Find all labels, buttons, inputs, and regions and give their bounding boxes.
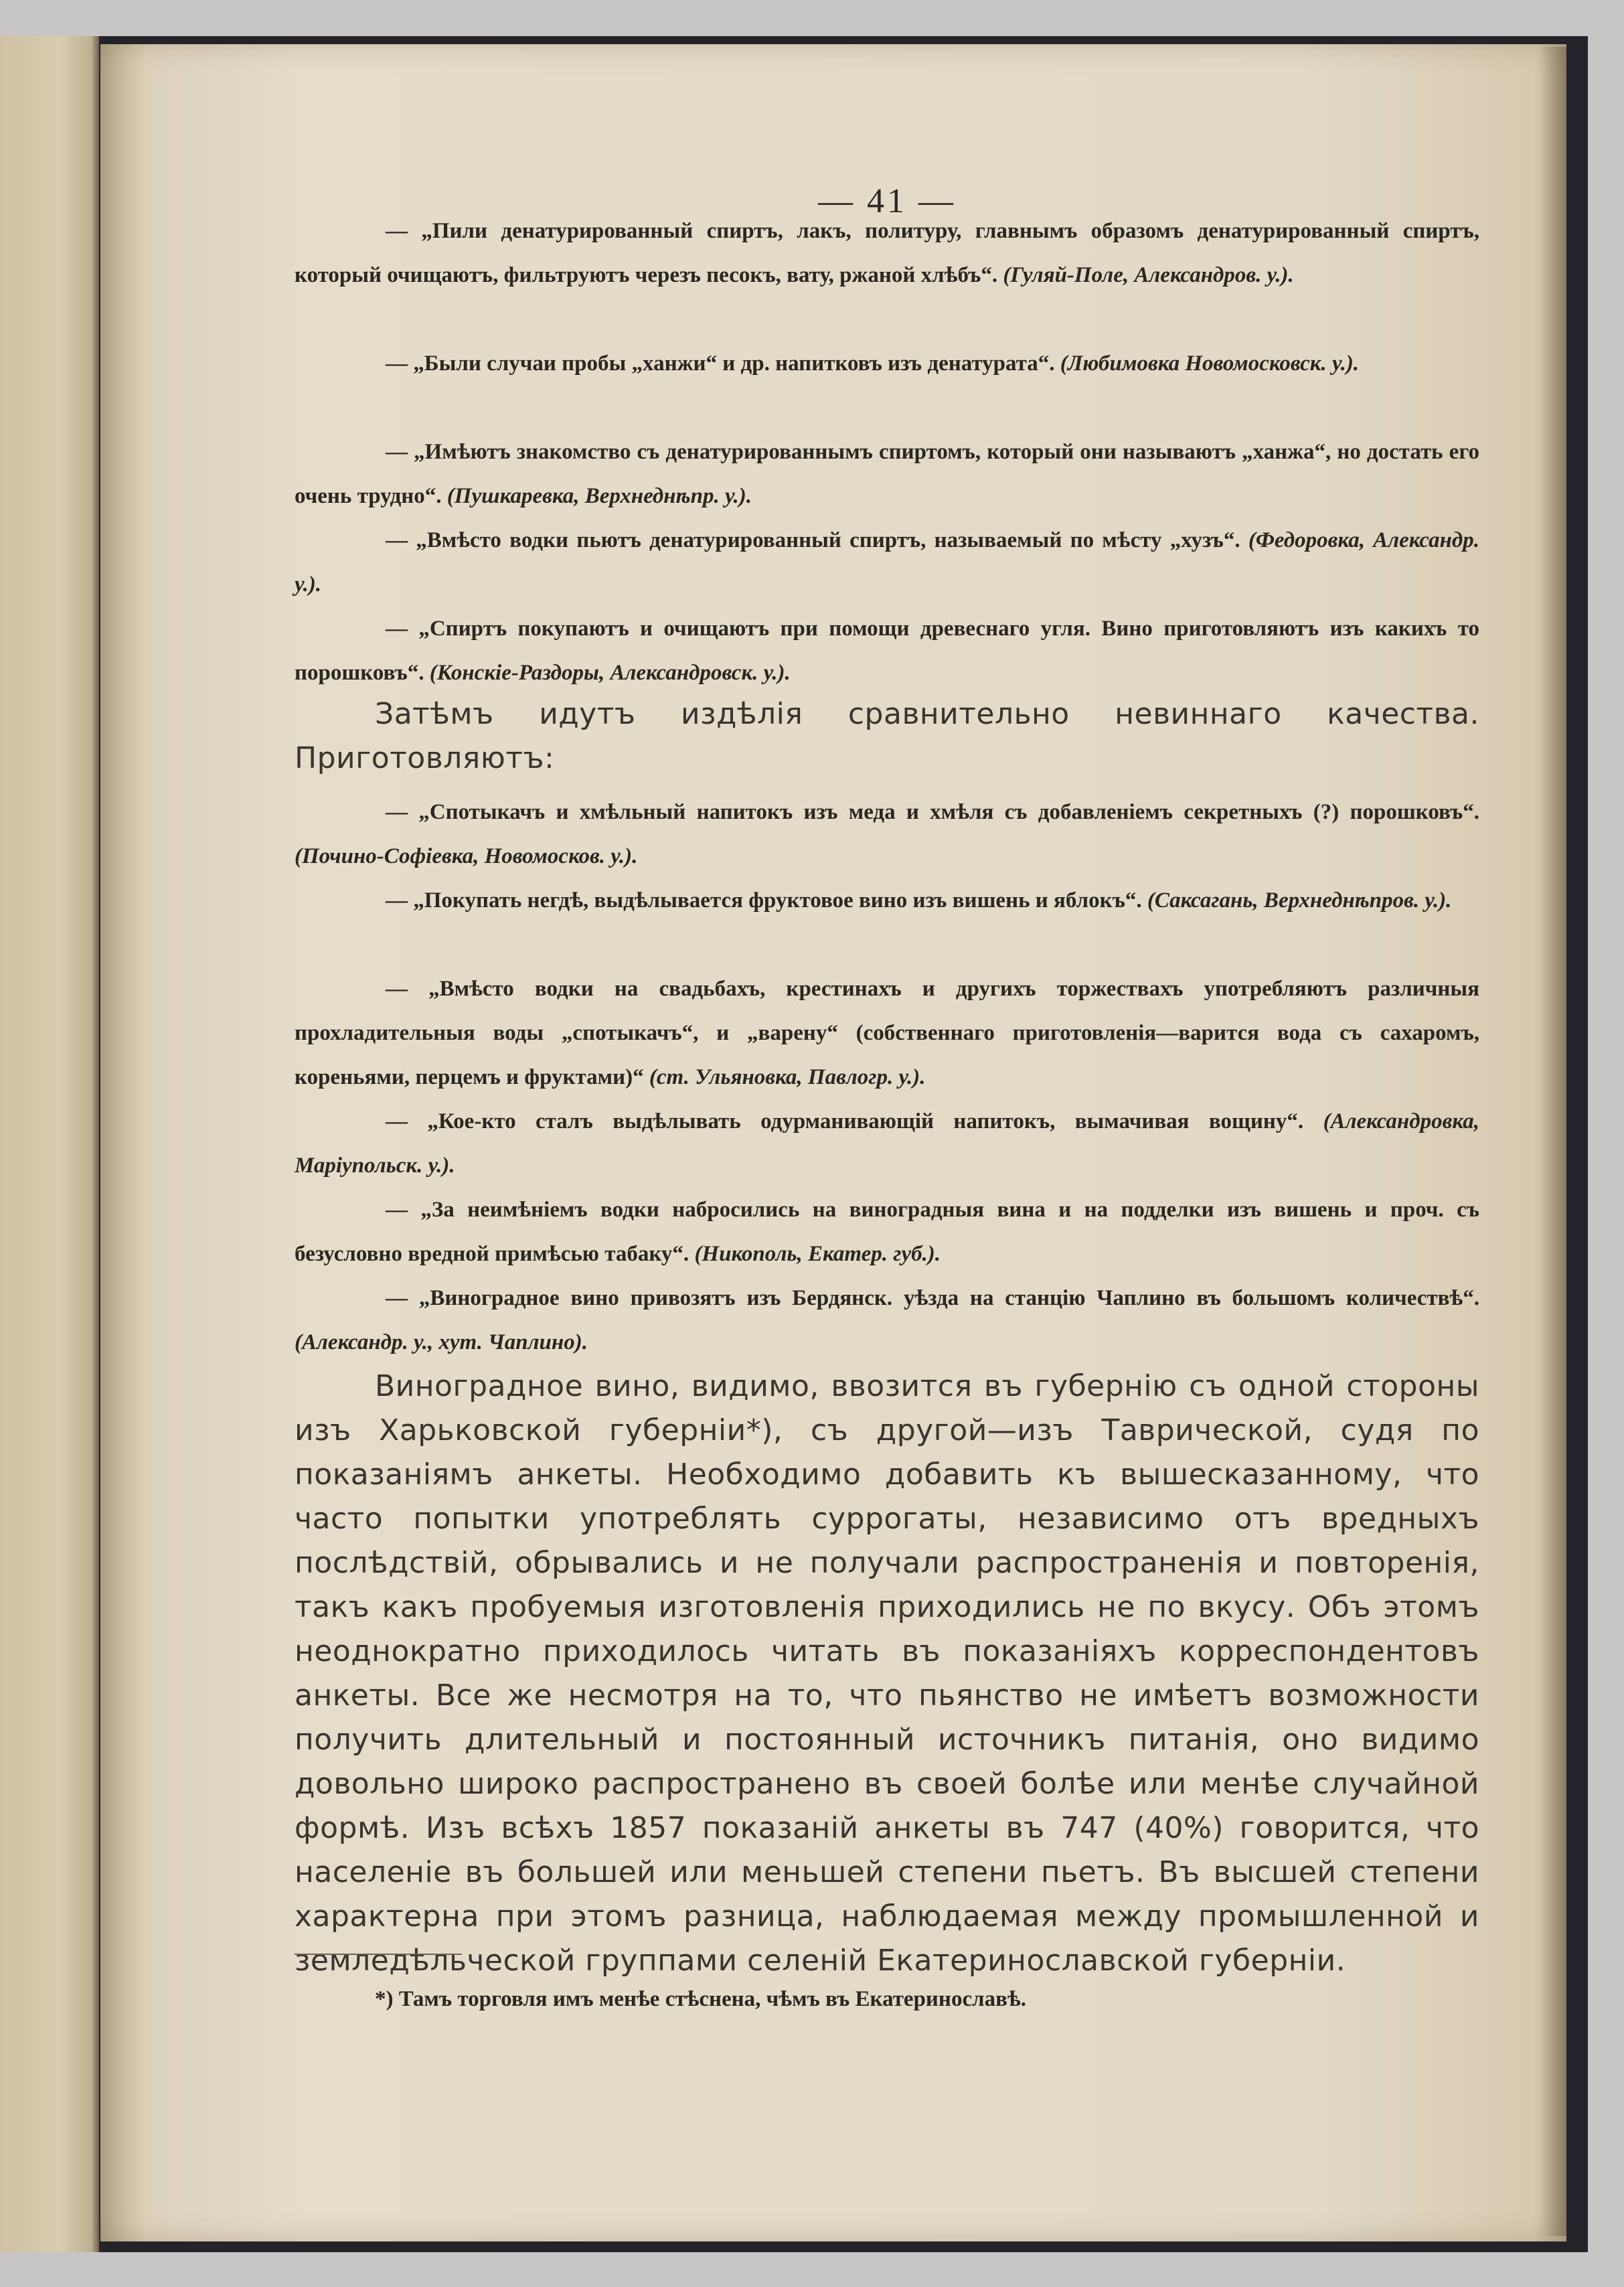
book-page [100,44,1566,2241]
quote-item [295,878,1479,923]
quote-source: (Александр. у., хут. Чаплино). [295,1330,588,1354]
quote-item [295,967,1479,1099]
quote-text: — „Пили денатурированный спиртъ, лакъ, политуру, главнымъ образомъ денатурированный спиртъ, который очищаютъ, фильтруютъ черезъ песокъ, вату, ржаной хлѣбъ“. [295,219,1479,287]
quote-text: — „За неимѣніемъ водки набросились на виноградныя вина и на подделки изъ вишень и проч. съ безусловно вредной примѣсью табаку“. [295,1198,1479,1266]
quote-item [295,1099,1479,1188]
quote-source: (ст. Ульяновка, Павлогр. у.). [649,1065,926,1089]
quote-item [295,430,1479,518]
quote-source: (Почино-Софіевка, Новомосков. у.). [295,844,638,868]
quote-text: — „Были случаи пробы „ханжи“ и др. напитковъ изъ денатурата“. [386,351,1055,376]
quote-source: (Конскіе-Раздоры, Александровск. у.). [429,661,791,685]
quote-item [295,518,1479,607]
quote-source: (Александровка, Маріупольск. у.). [295,1109,1479,1178]
quote-item [295,209,1479,297]
quote-text: — „Имѣютъ знакомство съ денатурированнымъ спиртомъ, который они называютъ „ханжа“, но достать его очень трудно“. [295,440,1479,508]
quote-item [295,790,1479,878]
quote-source: (Никополь, Екатер. губ.). [694,1242,941,1266]
quote-item [295,341,1479,386]
quote-source: (Гуляй-Поле, Александров. у.). [1003,263,1294,287]
quote-item [295,607,1479,695]
footnote: *) Тамъ торговля имъ менѣе стѣснена, чѣмъ въ Екатеринославѣ. [375,1987,1026,2011]
page-edge-shadow [1540,47,1566,2236]
quote-source: (Пушкаревка, Верхнеднѣпр. у.). [446,484,752,508]
quote-text: — „Спиртъ покупаютъ и очищаютъ при помощи древеснаго угля. Вино приготовляютъ изъ какихъ то порошковъ“. [295,617,1479,685]
quote-text: — „Виноградное вино привозятъ изъ Бердянск. уѣзда на станцію Чаплино въ большомъ количествѣ“. [386,1286,1479,1310]
footnote-separator [295,1954,462,1955]
paragraph-main: Виноградное вино, видимо, ввозится въ губернію съ одной стороны изъ Харьковской губерніи*), съ другой—изъ Таврической, судя по показаніямъ анкеты. Необходимо добавить къ вышесказанному, что часто попытки употреблять суррогаты, независимо отъ вредныхъ послѣдствій, обрывались и не получали распространенія и повторенія, такъ какъ пробуемыя изготовленія приходились не по вкусу. Объ этомъ неоднократно приходилось читать въ показаніяхъ корреспондентовъ анкеты. Все же несмотря на то, что пьянство не имѣетъ возможности получить длительный и постоянный источникъ питанія, оно видимо довольно широко распространено въ своей болѣе или менѣе случайной формѣ. Изъ всѣхъ 1857 показаній анкеты въ 747 (40%) говорится, что населеніе въ большей или меньшей степени пьетъ. Въ высшей степени характерна при этомъ разница, наблюдаемая между промышленной и земледѣльческой группами селеній Екатеринославской губерніи. [295,1369,1479,1978]
quote-text: — „Покупать негдѣ, выдѣлывается фруктовое вино изъ вишень и яблокъ“. [386,888,1142,913]
page-number: — 41 — [818,182,956,220]
quote-item [295,1188,1479,1276]
left-page-edge [0,36,99,2252]
paragraph-intro: Затѣмъ идутъ издѣлія сравнительно невиннаго качества. Приготовляютъ: [295,697,1479,775]
quote-text: — „Кое-кто сталъ выдѣлывать одурманивающій напитокъ, вымачивая вощину“. [386,1109,1304,1133]
quote-text: — „Спотыкачъ и хмѣльный напитокъ изъ меда и хмѣля съ добавленіемъ секретныхъ (?) порошковъ“. [386,800,1479,824]
quote-text: — „Вмѣсто водки пьютъ денатурированный спиртъ, называемый по мѣсту „хузъ“. [386,528,1240,552]
quote-source: (Федоровка, Александр. у.). [295,528,1480,597]
quote-source: (Любимовка Новомосковск. у.). [1060,351,1360,376]
quote-text: — „Вмѣсто водки на свадьбахъ, крестинахъ и другихъ торжествахъ употребляютъ различныя прохладительныя воды „спотыкачъ“, и „варену“ (собственнаго приготовленія—варится вода съ сахаромъ, кореньями, перцемъ и фруктами)“ [295,977,1479,1089]
quote-source: (Саксагань, Верхнеднѣпров. у.). [1147,888,1452,913]
quote-item [295,1276,1479,1364]
